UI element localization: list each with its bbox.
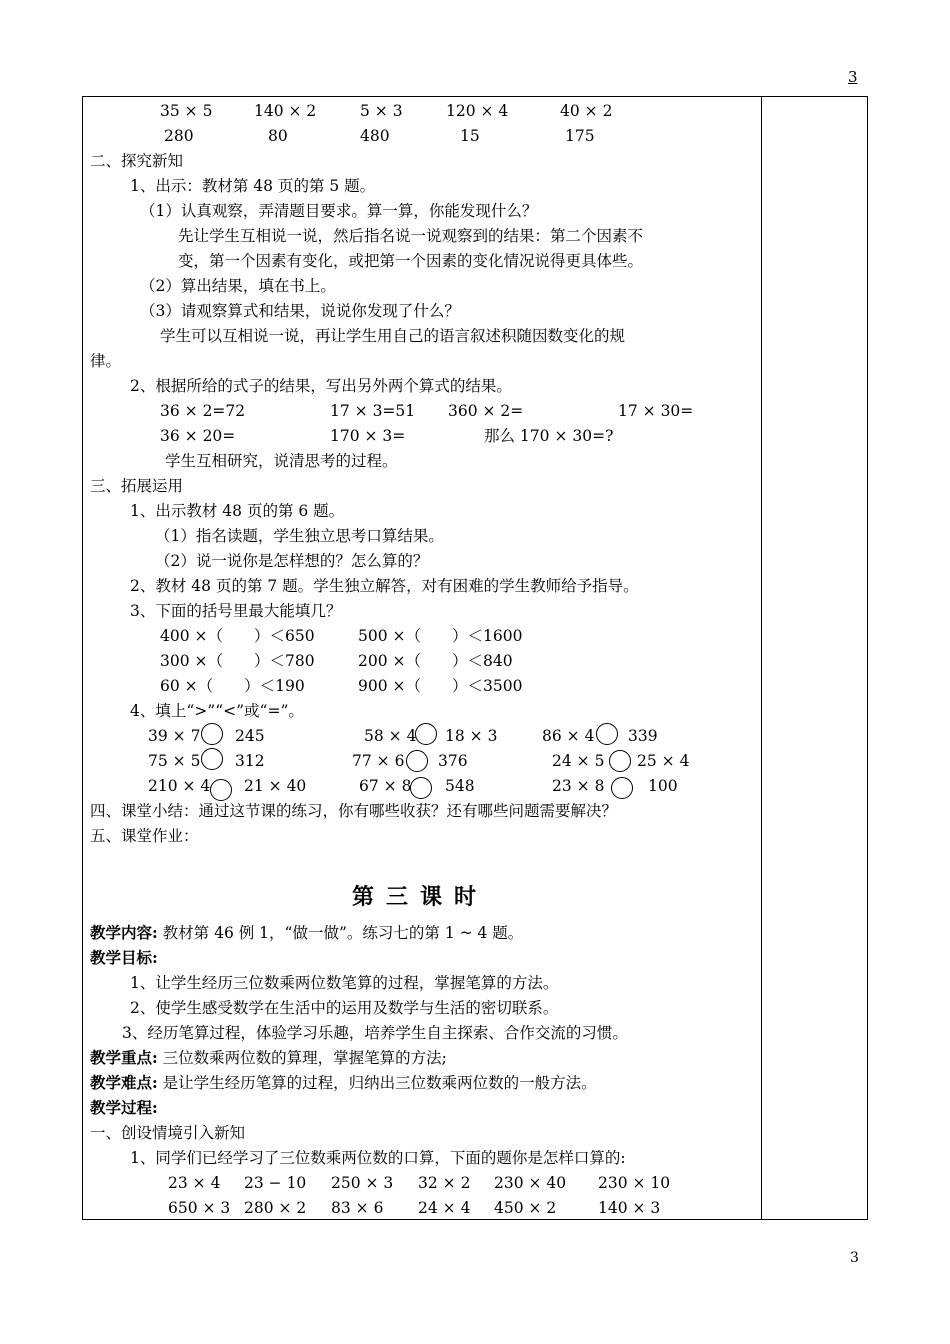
blank-expr-1: 400 ×（ ）＜650 <box>160 627 315 645</box>
review-result-4: 15 <box>460 127 480 145</box>
review-result-1: 280 <box>164 127 194 145</box>
blank-expr-2: 500 ×（ ）＜1600 <box>358 627 523 645</box>
cmp-right-2: 18 × 3 <box>445 727 498 745</box>
calc-4: 32 × 2 <box>418 1174 471 1192</box>
page-number-bottom: 3 <box>850 1250 859 1266</box>
s3-item-3: 3、下面的括号里最大能填几？ <box>130 602 342 620</box>
section-3-title: 三、拓展运用 <box>90 477 184 495</box>
process-step-1: 一、创设情境引入新知 <box>90 1124 246 1142</box>
section-4-summary: 四、课堂小结：通过这节课的练习，你有哪些收获？还有哪些问题需要解决？ <box>90 802 618 820</box>
compare-circle <box>611 777 633 799</box>
calc-3: 250 × 3 <box>331 1174 394 1192</box>
s2-q1: （1）认真观察，弄清题目要求。算一算，你能发现什么？ <box>140 202 538 220</box>
goals-label: 教学目标: <box>90 948 158 967</box>
review-expr-3: 5 × 3 <box>360 102 403 120</box>
content-text: 教材第 46 例 1，“做一做”。练习七的第 1 ~ 4 题。 <box>162 924 524 942</box>
s2-item-2-text: 学生互相研究，说清思考的过程。 <box>165 452 398 470</box>
key-text: 三位数乘两位数的算理，掌握笔算的方法; <box>162 1049 447 1067</box>
calc-8: 280 × 2 <box>244 1199 307 1217</box>
compare-circle <box>201 723 223 745</box>
calc-6: 230 × 10 <box>598 1174 671 1192</box>
s2-q1-text-2: 变，第一个因素有变化，或把第一个因素的变化情况说得更具体些。 <box>178 252 644 270</box>
blank-expr-5: 60 ×（ ）＜190 <box>160 677 305 695</box>
cmp-left-1: 39 × 7 <box>148 727 201 745</box>
s3-item-1: 1、出示教材 48 页的第 6 题。 <box>130 502 345 520</box>
compare-circle <box>609 750 631 772</box>
page-number-top: 3 <box>848 68 858 86</box>
table-column-divider <box>761 96 762 1220</box>
cmp-left-8: 67 × 8 <box>359 777 412 795</box>
review-expr-1: 35 × 5 <box>160 102 213 120</box>
cmp-left-6: 24 × 5 <box>552 752 605 770</box>
review-expr-4: 120 × 4 <box>446 102 509 120</box>
cmp-right-5: 376 <box>438 752 468 770</box>
cmp-left-4: 75 × 5 <box>148 752 201 770</box>
cmp-left-9: 23 × 8 <box>552 777 605 795</box>
cmp-left-3: 86 × 4 <box>542 727 595 745</box>
key-label: 教学重点: <box>90 1048 158 1067</box>
process-step-1-text: 1、同学们已经学习了三位数乘两位数的口算，下面的题你是怎样口算的: <box>130 1149 626 1167</box>
calc-9: 83 × 6 <box>331 1199 384 1217</box>
s2-q2: （2）算出结果，填在书上。 <box>140 277 336 295</box>
review-expr-5: 40 × 2 <box>560 102 613 120</box>
blank-expr-4: 200 ×（ ）＜840 <box>358 652 513 670</box>
eq-3: 360 × 2= <box>448 402 524 420</box>
cmp-left-5: 77 × 6 <box>352 752 405 770</box>
calc-5: 230 × 40 <box>494 1174 567 1192</box>
blank-expr-6: 900 ×（ ）＜3500 <box>358 677 523 695</box>
calc-10: 24 × 4 <box>418 1199 471 1217</box>
compare-circle <box>596 723 618 745</box>
calc-12: 140 × 3 <box>598 1199 661 1217</box>
s3-item-1b: （2）说一说你是怎样想的？怎么算的？ <box>155 552 429 570</box>
cmp-right-7: 21 × 40 <box>244 777 307 795</box>
calc-2: 23 − 10 <box>244 1174 307 1192</box>
cmp-right-9: 100 <box>648 777 678 795</box>
difficulty-label: 教学难点: <box>90 1073 158 1092</box>
section-2-title: 二、探究新知 <box>90 152 184 170</box>
s2-q3-text-1: 学生可以互相说一说，再让学生用自己的语言叙述积随因数变化的规 <box>160 327 626 345</box>
cmp-right-3: 339 <box>628 727 658 745</box>
review-result-2: 80 <box>268 127 288 145</box>
cmp-right-8: 548 <box>445 777 475 795</box>
eq-2: 17 × 3=51 <box>330 402 416 420</box>
goal-3: 3、经历笔算过程，体验学习乐趣，培养学生自主探索、合作交流的习惯。 <box>122 1024 628 1042</box>
compare-circle <box>406 750 428 772</box>
eq-6: 170 × 3= <box>330 427 406 445</box>
review-result-3: 480 <box>360 127 390 145</box>
difficulty-text: 是让学生经历笔算的过程，归纳出三位数乘两位数的一般方法。 <box>162 1074 597 1092</box>
s3-item-1a: （1）指名读题，学生独立思考口算结果。 <box>155 527 444 545</box>
process-label: 教学过程: <box>90 1098 158 1117</box>
section-5-homework: 五、课堂作业： <box>90 827 199 845</box>
s2-q3-text-2: 律。 <box>90 352 122 370</box>
lesson-title: 第三课时 <box>351 884 488 910</box>
cmp-left-2: 58 × 4 <box>364 727 417 745</box>
eq-1: 36 × 2=72 <box>160 402 246 420</box>
blank-expr-3: 300 ×（ ）＜780 <box>160 652 315 670</box>
compare-circle <box>410 777 432 799</box>
compare-circle <box>201 748 223 770</box>
s2-q3: （3）请观察算式和结果，说说你发现了什么？ <box>140 302 460 320</box>
calc-7: 650 × 3 <box>168 1199 231 1217</box>
s2-item-1: 1、出示：教材第 48 页的第 5 题。 <box>130 177 376 195</box>
s2-q1-text-1: 先让学生互相说一说，然后指名说一说观察到的结果：第二个因素不 <box>178 227 644 245</box>
eq-5: 36 × 20= <box>160 427 236 445</box>
goal-1: 1、让学生经历三位数乘两位数笔算的过程，掌握笔算的方法。 <box>130 974 559 992</box>
eq-4: 17 × 30= <box>618 402 694 420</box>
review-expr-2: 140 × 2 <box>254 102 317 120</box>
cmp-right-4: 312 <box>235 752 265 770</box>
s3-item-2: 2、教材 48 页的第 7 题。学生独立解答，对有困难的学生教师给予指导。 <box>130 577 639 595</box>
s3-item-4: 4、填上“>”“<”或“=”。 <box>130 702 304 720</box>
content-label: 教学内容: <box>90 923 158 942</box>
compare-circle <box>415 723 437 745</box>
calc-11: 450 × 2 <box>494 1199 557 1217</box>
cmp-right-6: 25 × 4 <box>637 752 690 770</box>
goal-2: 2、使学生感受数学在生活中的运用及数学与生活的密切联系。 <box>130 999 559 1017</box>
calc-1: 23 × 4 <box>168 1174 221 1192</box>
cmp-left-7: 210 × 4 <box>148 777 211 795</box>
eq-7: 那么 170 × 30=? <box>484 427 614 445</box>
compare-circle <box>210 779 232 801</box>
s2-item-2: 2、根据所给的式子的结果，写出另外两个算式的结果。 <box>130 377 512 395</box>
cmp-right-1: 245 <box>235 727 265 745</box>
review-result-5: 175 <box>565 127 595 145</box>
